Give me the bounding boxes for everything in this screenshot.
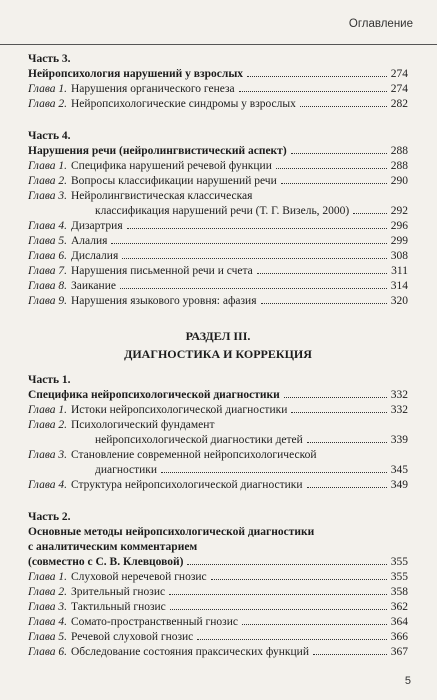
- chapter-label: Глава 4.: [28, 616, 67, 628]
- toc-chapter-entry: [28, 279, 408, 294]
- page-ref: 358: [390, 586, 408, 598]
- chapter-title: Структура нейропсихологической диагностики: [71, 479, 303, 491]
- toc-part-entry: [28, 67, 408, 82]
- page-ref: 288: [390, 160, 408, 172]
- chapter-label: Глава 6.: [28, 646, 67, 658]
- toc-chapter-entry: [28, 264, 408, 279]
- chapter-title: Нарушения органического генеза: [71, 83, 235, 95]
- part-title-line3: (совместно с С. В. Клевцовой): [28, 556, 184, 568]
- leader-dots: [111, 243, 386, 244]
- section-title: ДИАГНОСТИКА И КОРРЕКЦИЯ: [124, 347, 312, 361]
- toc-chapter-entry-line1: [28, 189, 408, 204]
- chapter-title: Зрительный гнозис: [71, 586, 166, 598]
- toc-body: [28, 50, 408, 660]
- chapter-label: Глава 9.: [28, 295, 67, 307]
- leader-dots: [161, 472, 387, 473]
- page-ref: 311: [391, 265, 408, 277]
- page-ref: 288: [390, 145, 408, 157]
- leader-dots: [300, 106, 387, 107]
- part-label: Часть 4.: [28, 130, 71, 142]
- toc-chapter-entry: [28, 585, 408, 600]
- leader-dots: [307, 442, 387, 443]
- page-ref: 299: [390, 235, 408, 247]
- page-ref: 274: [390, 68, 408, 80]
- chapter-label: Глава 3.: [28, 449, 67, 461]
- chapter-title-line1: Нейролингвистическая классическая: [71, 190, 253, 202]
- toc-chapter-entry-line1: [28, 448, 408, 463]
- page-ref: 355: [390, 571, 408, 583]
- chapter-label: Глава 1.: [28, 571, 67, 583]
- leader-dots: [276, 168, 387, 169]
- toc-chapter-entry-line2: [28, 433, 408, 448]
- toc-chapter-entry-line2: [28, 204, 408, 219]
- page-number: 5: [404, 675, 411, 687]
- leader-dots: [284, 397, 387, 398]
- chapter-title: Дизартрия: [71, 220, 123, 232]
- chapter-label: Глава 3.: [28, 601, 67, 613]
- leader-dots: [353, 213, 386, 214]
- toc-chapter-entry: [28, 234, 408, 249]
- toc-chapter-entry: [28, 600, 408, 615]
- leader-dots: [291, 153, 387, 154]
- toc-part-entry: [28, 144, 408, 159]
- leader-dots: [170, 609, 387, 610]
- page-ref: 345: [390, 464, 408, 476]
- toc-part-entry: [28, 555, 408, 570]
- header-divider: [0, 44, 437, 45]
- chapter-title: Слуховой неречевой гнозис: [71, 571, 207, 583]
- part-title: Специфика нейропсихологической диагностики: [28, 389, 280, 401]
- leader-dots: [291, 412, 386, 413]
- leader-dots: [313, 654, 387, 655]
- chapter-title: Алалия: [71, 235, 108, 247]
- page-ref: 367: [390, 646, 408, 658]
- chapter-label: Глава 2.: [28, 586, 67, 598]
- toc-chapter-entry: [28, 294, 408, 309]
- chapter-label: Глава 6.: [28, 250, 67, 262]
- part-title: Нейропсихология нарушений у взрослых: [28, 68, 244, 80]
- chapter-title: Специфика нарушений речевой функции: [71, 160, 272, 172]
- chapter-title: Речевой слуховой гнозис: [71, 631, 194, 643]
- part-title: Нарушения речи (нейролингвистический аспект): [28, 145, 287, 157]
- chapter-label: Глава 3.: [28, 190, 67, 202]
- page-ref: 274: [390, 83, 408, 95]
- page-ref: 320: [390, 295, 408, 307]
- toc-part-entry: [28, 388, 408, 403]
- leader-dots: [261, 303, 387, 304]
- section-heading: [28, 327, 408, 363]
- chapter-title: Заикание: [71, 280, 116, 292]
- part-title-line2: с аналитическим комментарием: [28, 541, 198, 553]
- toc-chapter-entry: [28, 82, 408, 97]
- leader-dots: [127, 228, 387, 229]
- chapter-label: Глава 4.: [28, 220, 67, 232]
- chapter-title-line2: классификация нарушений речи (Т. Г. Визель, 2000): [95, 205, 350, 217]
- leader-dots: [120, 288, 387, 289]
- chapter-label: Глава 8.: [28, 280, 67, 292]
- leader-dots: [257, 273, 387, 274]
- leader-dots: [197, 639, 386, 640]
- chapter-title-line1: Становление современной нейропсихологической: [71, 449, 317, 461]
- toc-chapter-entry: [28, 570, 408, 585]
- leader-dots: [122, 258, 387, 259]
- part-title-line1: Основные методы нейропсихологической диагностики: [28, 526, 315, 538]
- chapter-title: Тактильный гнозис: [71, 601, 166, 613]
- chapter-label: Глава 2.: [28, 175, 67, 187]
- leader-dots: [247, 76, 387, 77]
- leader-dots: [187, 564, 386, 565]
- page-ref: 282: [390, 98, 408, 110]
- toc-chapter-entry: [28, 219, 408, 234]
- page-ref: 339: [390, 434, 408, 446]
- chapter-title: Нейропсихологические синдромы у взрослых: [71, 98, 296, 110]
- toc-chapter-entry: [28, 645, 408, 660]
- page-ref: 332: [390, 389, 408, 401]
- leader-dots: [307, 487, 387, 488]
- toc-chapter-entry: [28, 630, 408, 645]
- chapter-title: Дислалия: [71, 250, 119, 262]
- leader-dots: [242, 624, 387, 625]
- page-header: [0, 0, 437, 44]
- chapter-title: Вопросы классификации нарушений речи: [71, 175, 277, 187]
- page-ref: 366: [390, 631, 408, 643]
- toc-chapter-entry: [28, 403, 408, 418]
- part-label: Часть 1.: [28, 374, 71, 386]
- toc-chapter-entry: [28, 615, 408, 630]
- toc-chapter-entry: [28, 174, 408, 189]
- leader-dots: [281, 183, 387, 184]
- page-ref: 314: [390, 280, 408, 292]
- chapter-label: Глава 1.: [28, 83, 67, 95]
- toc-chapter-entry: [28, 249, 408, 264]
- leader-dots: [239, 91, 387, 92]
- page-ref: 355: [390, 556, 408, 568]
- chapter-label: Глава 4.: [28, 479, 67, 491]
- chapter-title: Сомато-пространственный гнозис: [71, 616, 238, 628]
- chapter-title: Истоки нейропсихологической диагностики: [71, 404, 288, 416]
- leader-dots: [211, 579, 387, 580]
- toc-chapter-entry: [28, 97, 408, 112]
- part-label: Часть 2.: [28, 511, 71, 523]
- chapter-title: Обследование состояния праксических функций: [71, 646, 309, 658]
- chapter-label: Глава 5.: [28, 631, 67, 643]
- chapter-label: Глава 2.: [28, 98, 67, 110]
- section-number: РАЗДЕЛ III.: [185, 329, 251, 343]
- chapter-label: Глава 5.: [28, 235, 67, 247]
- leader-dots: [169, 594, 387, 595]
- chapter-label: Глава 7.: [28, 265, 67, 277]
- chapter-title-line2: нейропсихологической диагностики детей: [95, 434, 303, 446]
- page-ref: 292: [390, 205, 408, 217]
- chapter-title: Нарушения языкового уровня: афазия: [71, 295, 257, 307]
- page-ref: 362: [390, 601, 408, 613]
- page-ref: 332: [390, 404, 408, 416]
- toc-chapter-entry-line1: [28, 418, 408, 433]
- page-ref: 296: [390, 220, 408, 232]
- toc-chapter-entry: [28, 159, 408, 174]
- chapter-label: Глава 2.: [28, 419, 67, 431]
- chapter-title: Нарушения письменной речи и счета: [71, 265, 253, 277]
- page-ref: 364: [390, 616, 408, 628]
- chapter-label: Глава 1.: [28, 160, 67, 172]
- toc-chapter-entry: [28, 478, 408, 493]
- chapter-label: Глава 1.: [28, 404, 67, 416]
- page-ref: 308: [390, 250, 408, 262]
- toc-chapter-entry-line2: [28, 463, 408, 478]
- part-label: Часть 3.: [28, 53, 71, 65]
- chapter-title-line1: Психологический фундамент: [71, 419, 215, 431]
- page-ref: 290: [390, 175, 408, 187]
- page-ref: 349: [390, 479, 408, 491]
- running-head: Оглавление: [348, 18, 413, 30]
- chapter-title-line2: диагностики: [95, 464, 158, 476]
